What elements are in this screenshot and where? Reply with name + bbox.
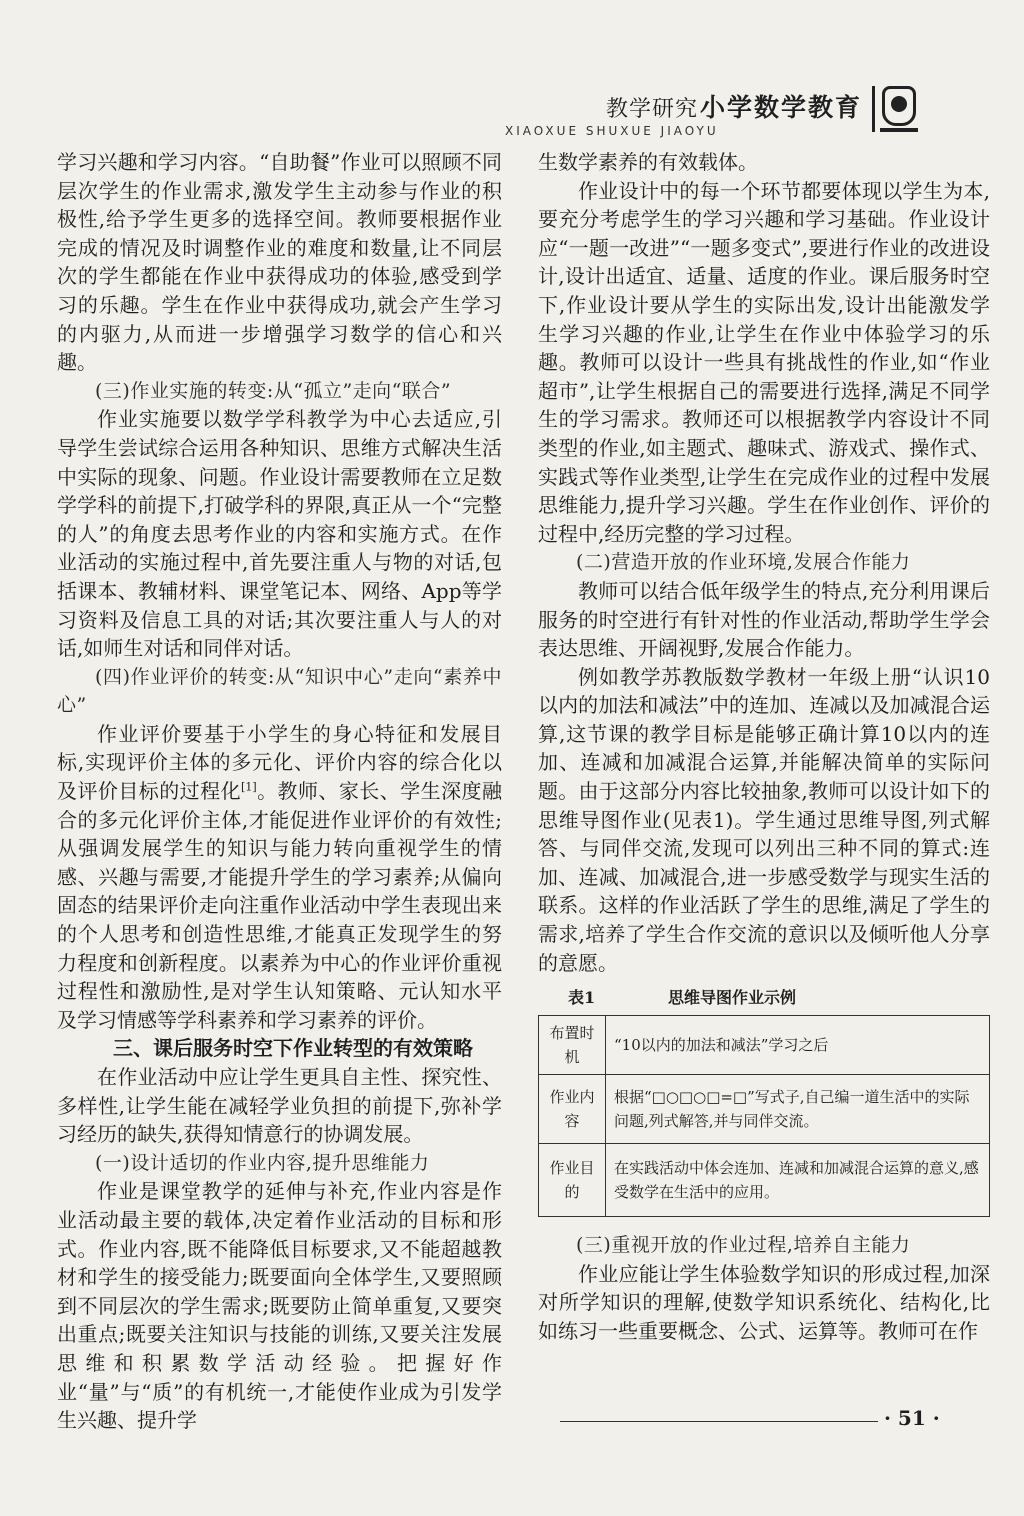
table-row [539,1075,990,1144]
table-row-label: 作业内容 [539,1075,606,1144]
table-row-label: 布置时机 [539,1016,606,1075]
running-header-subtitle: XIAOXUE SHUXUE JIAOYU [505,124,719,138]
paragraph-text: 作业评价要基于小学生的身心特征和发展目标,实现评价主体的多元化、评价内容的综合化以及评价目标的过程化 [57,721,502,804]
paragraph: 作业设计中的每一个环节都要体现以学生为本,要充分考虑学生的学习兴趣和学习基础。作业设计应“一题一改进”“一题多变式”,要进行作业的改进设计,设计出适宜、适量、适度的作业。课后服务时空下,作业设计要从学生的实际出发,设计出能激发学生学习兴趣的作业,让学生在作业中体验学习的乐趣。教师可以设计一些具有挑战性的作业,如“作业超市”,让学生根据自己的需要进行选择,满足不同学生的学习需求。教师还可以根据教学内容设计不同类型的作业,如主题式、趣味式、游戏式、操作式、实践式等作业类型,让学生在完成作业的过程中发展思维能力,提升学习兴趣。学生在作业创作、评价的过程中,经历完整的学习过程。 [538,178,990,546]
paragraph-text: 。教师、家长、学生深度融合的多元化评价主体,才能促进作业评价的有效性;从强调发展学生的知识与能力转向重视学生的情感、兴趣与需要,才能提升学生的学习素养;从偏向固态的结果评价走向注重作业活动中学生表现出来的个人思考和创造性思维,才能真正发现学生的努力程度和创新程度。以素养为中心的作业评价重视过程性和激励性,是对学生认知策略、元认知水平及学习情感等学科素养和学习素养的评价。 [57,779,502,1032]
subheading: (三)作业实施的转变:从“孤立”走向“联合” [95,379,452,402]
table-number: 表1 [568,987,596,1007]
running-header-section: 教学研究 [606,97,699,122]
page-number: · 51 · [884,1406,940,1430]
paragraph: 生数学素养的有效载体。 [538,150,758,174]
subheading: (一)设计适切的作业内容,提升思维能力 [95,1151,430,1174]
journal-logo-icon [872,80,920,136]
paragraph: 例如教学苏教版数学教材一年级上册“认识10以内的加法和减法”中的连加、连减以及加减混合运算,这节课的教学目标是能够正确计算10以内的连加、连减和加减混合运算,并能解决简单的实际问题。由于这部分内容比较抽象,教师可以设计如下的思维导图作业(见表1)。学生通过思维导图,列式解答、与同伴交流,发现可以列出三种不同的算式:连加、连减、加减混合,进一步感受数学与现实生活的联系。这样的作业活跃了学生的思维,满足了学生的需求,培养了学生合作交流的意识以及倾听他人分享的意愿。 [538,664,990,975]
citation-ref: [1] [241,780,257,794]
left-column [57,148,502,1448]
table-row-content: 根据“□○□○□=□”写式子,自己编一道生活中的实际问题,列式解答,并与同伴交流。 [606,1075,990,1144]
paragraph: 作业实施要以数学学科教学为中心去适应,引导学生尝试综合运用各种知识、思维方式解决生活中实际的现象、问题。作业设计需要教师在立足数学学科的前提下,打破学科的界限,真正从一个“完整的人”的角度去思考作业的内容和实施方式。在作业活动的实施过程中,首先要注重人与物的对话,包括课本、教辅材料、课堂笔记本、网络、App等学习资料及信息工具的对话;其次要注重人与人的对话,如师生对话和同伴对话。 [57,407,502,661]
example-table [538,1015,990,1217]
subheading: (四)作业评价的转变:从“知识中心”走向“素养中心” [57,665,502,717]
paragraph: 作业是课堂教学的延伸与补充,作业内容是作业活动最主要的载体,决定着作业活动的目标和形式。作业内容,既不能降低目标要求,又不能超越教材和学生的接受能力;既要面向全体学生,又要照顾到不同层次的学生需求;既要防止简单重复,又要突出重点;既要关注知识与技能的训练,又要关注发展思维和积累数学活动经验。把握好作业“量”与“质”的有机统一,才能使作业成为引发学生兴趣、提升学 [57,1179,502,1433]
table-row-label: 作业目的 [539,1144,606,1217]
running-header-journal: 小学数学教育 [700,93,863,122]
footer-rule [560,1421,878,1422]
paragraph: 学习兴趣和学习内容。“自助餐”作业可以照顾不同层次学生的作业需求,激发学生主动参与作业的积极性,给予学生更多的选择空间。教师要根据作业完成的情况及时调整作业的难度和数量,让不同层次的学生都能在作业中获得成功的体验,感受到学习的乐趣。学生在作业中获得成功,就会产生学习的内驱力,从而进一步增强学习数学的信心和兴趣。 [57,150,502,375]
subheading: (二)营造开放的作业环境,发展合作能力 [576,551,911,574]
section-heading: 三、课后服务时空下作业转型的有效策略 [113,1036,473,1061]
paragraph: 在作业活动中应让学生更具自主性、探究性、多样性,让学生能在减轻学业负担的前提下,弥补学习经历的缺失,获得知情意行的协调发展。 [57,1065,502,1147]
table-row-content: 在实践活动中体会连加、连减和加减混合运算的意义,感受数学在生活中的应用。 [606,1144,990,1217]
paragraph [57,720,502,1035]
paragraph: 作业应能让学生体验数学知识的形成过程,加深对所学知识的理解,使数学知识系统化、结构化,比如练习一些重要概念、公式、运算等。教师可在作 [538,1261,990,1343]
subheading: (三)重视开放的作业过程,培养自主能力 [576,1234,911,1257]
table-row [539,1144,990,1217]
table-row-content: “10以内的加法和减法”学习之后 [606,1016,990,1075]
table-row [539,1016,990,1075]
right-column [538,148,990,1410]
paragraph: 教师可以结合低年级学生的特点,充分利用课后服务的时空进行有针对性的作业活动,帮助学生学会表达思维、开阔视野,发展合作能力。 [538,578,990,661]
table-title: 思维导图作业示例 [668,987,797,1007]
table-caption [538,981,990,1015]
